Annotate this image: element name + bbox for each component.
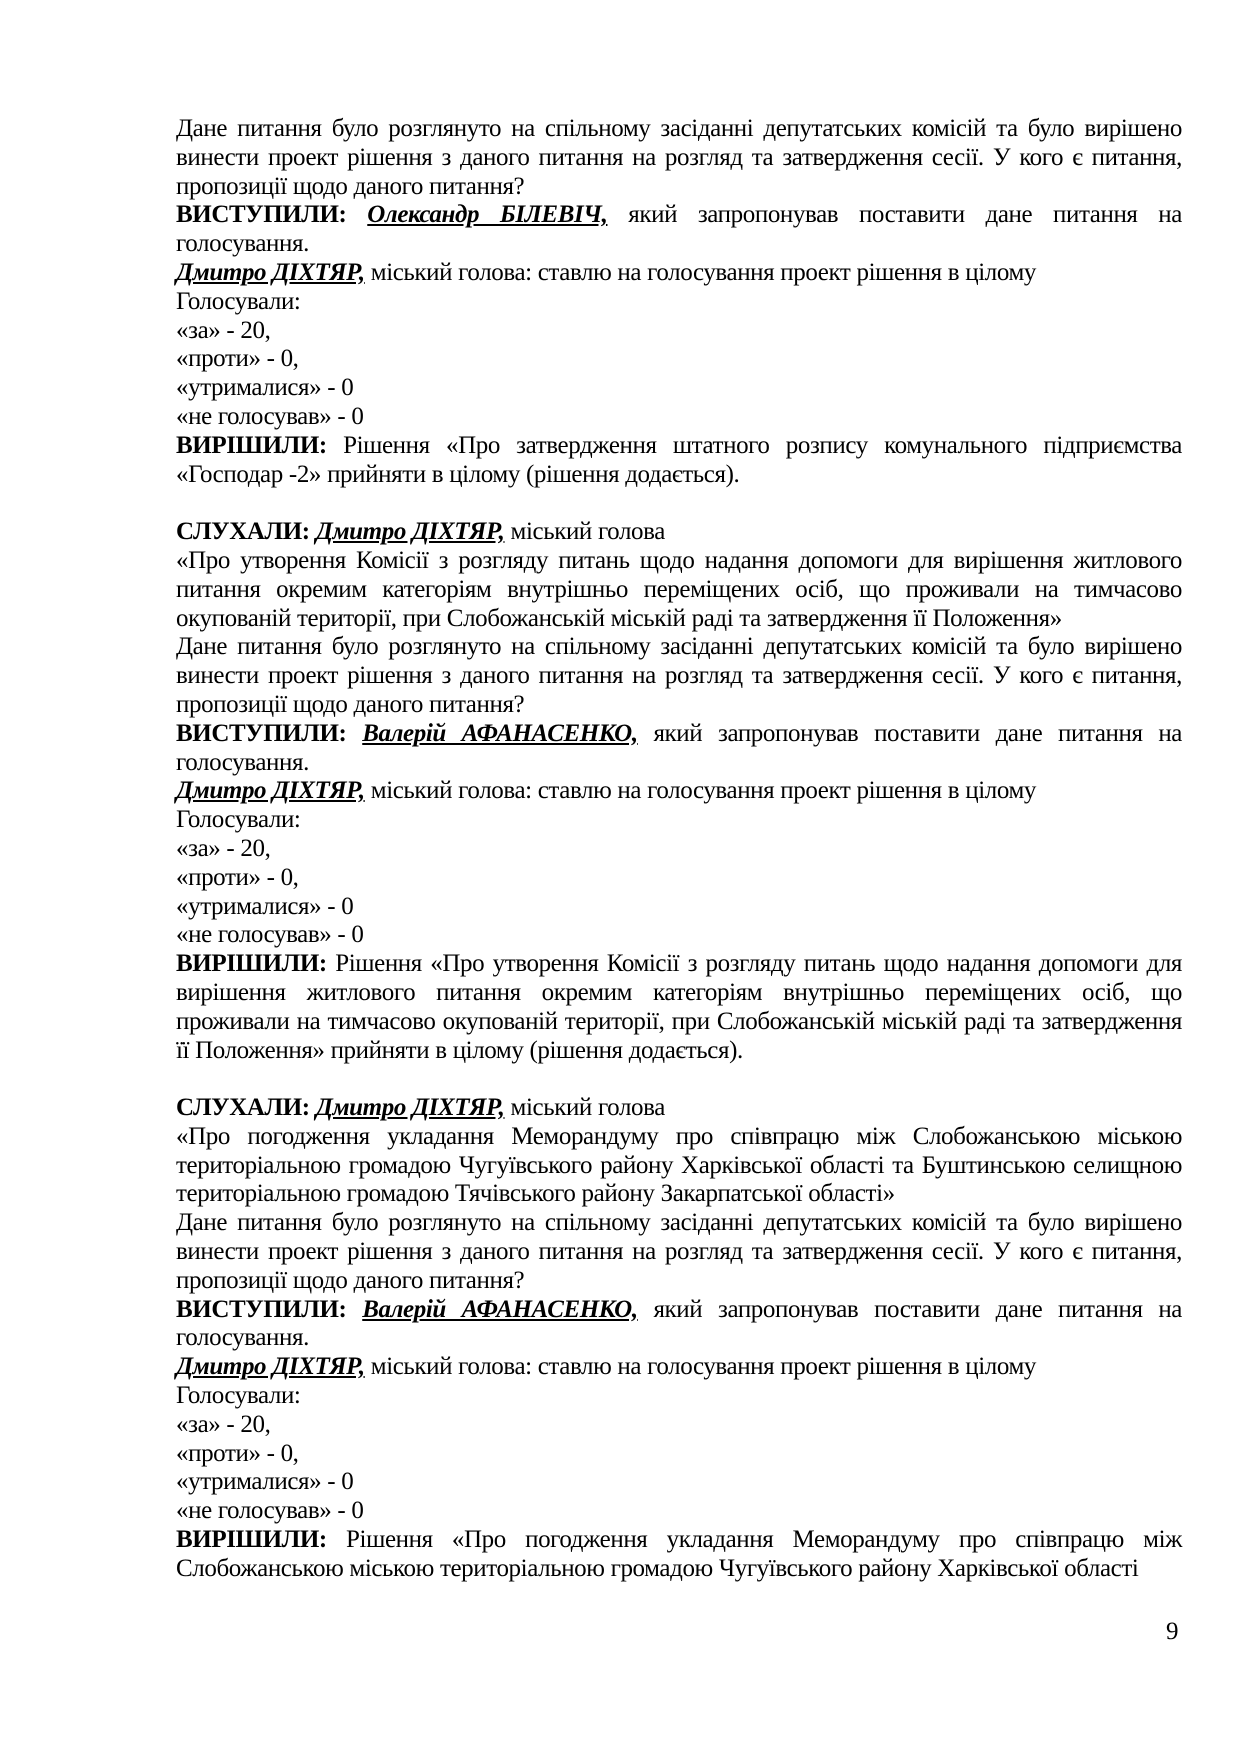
text-segment: Дане питання було розглянуто на спільному засіданні депутатських комісій та було вирішено винести проект рішення з даного питання на розгляд та затвердження сесії. У кого є питання, пропозиції щодо даного питання?: [176, 115, 1182, 200]
keyword-label: ВИРІШИЛИ:: [176, 950, 336, 978]
page-number: 9: [1166, 1618, 1179, 1645]
keyword-label: ВИСТУПИЛИ:: [176, 201, 368, 229]
speaker-name: Дмитро ДІХТЯР,: [176, 1353, 365, 1381]
slukhaly-paragraph-3: [176, 1094, 1182, 1123]
speaker-name: Валерій АФАНАСЕНКО,: [362, 719, 638, 747]
text-segment: Рішення «Про погодження укладання Меморандуму про співпрацю між Слобожанською міською територіальною громадою Чугуївського району Харківської області: [176, 1526, 1182, 1582]
text-segment: Дане питання було розглянуто на спільному засіданні депутатських комісій та було вирішено винести проект рішення з даного питання на розгляд та затвердження сесії. У кого є питання, пропозиції щодо даного питання?: [176, 633, 1182, 718]
text-segment: який запропонував поставити дане питання на голосування.: [176, 201, 1182, 258]
text-segment: міський голова: [504, 1094, 665, 1122]
document-content: [176, 115, 1182, 1584]
text-segment: «за» - 20,: [176, 1410, 271, 1438]
text-segment: «не голосував» - 0: [176, 402, 364, 430]
vystupyly-paragraph-3: [176, 1296, 1182, 1354]
vote-header-3: [176, 1382, 1182, 1411]
keyword-label: ВИСТУПИЛИ:: [176, 719, 363, 747]
text-segment: «утрималися» - 0: [176, 1468, 354, 1496]
text-segment: «проти» - 0,: [176, 345, 299, 373]
speaker-name: Дмитро ДІХТЯР,: [315, 1094, 505, 1122]
keyword-label: СЛУХАЛИ:: [176, 1094, 316, 1122]
text-segment: Голосували:: [176, 1382, 301, 1410]
text-segment: «не голосував» - 0: [176, 1497, 364, 1525]
keyword-label: ВИРІШИЛИ:: [176, 1526, 347, 1554]
text-segment: Рішення «Про утворення Комісії з розгляду питань щодо надання допомоги для вирішення житлового питання окремим категоріям внутрішньо переміщених осіб, що проживали на тимчасово окупованій території, при Слобожанській міській раді та затвердження її Положення» прийняти в цілому (рішення додається).: [176, 950, 1183, 1064]
text-segment: «Про утворення Комісії з розгляду питань щодо надання допомоги для вирішення житлового питання окремим категоріям внутрішньо переміщених осіб, що проживали на тимчасово окупованій території, при Слобожанській міській раді та затвердження її Положення»: [176, 546, 1182, 632]
agenda-title-2: [176, 547, 1182, 633]
vote-utrymalysia-3: [176, 1468, 1182, 1497]
chairman-vote-line-2: [176, 777, 1182, 806]
intro-paragraph-1: [176, 115, 1182, 201]
text-segment: який запропонував поставити дане питання на голосування.: [176, 719, 1182, 776]
vote-za-1: [176, 317, 1182, 346]
speaker-name: Дмитро ДІХТЯР,: [315, 518, 505, 546]
text-segment: міський голова: ставлю на голосування проект рішення в цілому: [364, 258, 1036, 286]
vote-proty-3: [176, 1440, 1182, 1469]
vote-ne-holosuvav-3: [176, 1497, 1182, 1526]
vote-utrymalysia-1: [176, 374, 1182, 403]
text-segment: «проти» - 0,: [176, 1439, 299, 1467]
vote-header-1: [176, 288, 1182, 317]
vote-header-2: [176, 806, 1182, 835]
text-segment: «утрималися» - 0: [176, 892, 354, 920]
text-segment: «проти» - 0,: [176, 863, 299, 891]
text-segment: Голосували:: [176, 287, 301, 315]
speaker-name: Дмитро ДІХТЯР,: [176, 258, 365, 286]
intro-paragraph-2: [176, 633, 1182, 719]
agenda-title-3: [176, 1123, 1182, 1209]
vystupyly-paragraph-2: [176, 720, 1182, 778]
text-segment: «Про погодження укладання Меморандуму про співпрацю між Слобожанською міською територіальною громадою Чугуївського району Харківської області та Буштинською селищною територіальною громадою Тячівського району Закарпатської області»: [176, 1122, 1182, 1208]
vote-proty-1: [176, 345, 1182, 374]
text-segment: міський голова: [504, 518, 665, 546]
text-segment: «за» - 20,: [176, 834, 271, 862]
keyword-label: ВИСТУПИЛИ:: [176, 1295, 363, 1323]
vote-ne-holosuvav-1: [176, 403, 1182, 432]
text-segment: міський голова: ставлю на голосування проект рішення в цілому: [364, 777, 1036, 805]
text-segment: «утрималися» - 0: [176, 374, 354, 402]
vote-utrymalysia-2: [176, 893, 1182, 922]
vystupyly-paragraph-1: [176, 201, 1182, 259]
chairman-vote-line-3: [176, 1353, 1182, 1382]
text-segment: Рішення «Про затвердження штатного розпису комунального підприємства «Господар -2» прийняти в цілому (рішення додається).: [176, 431, 1182, 488]
speaker-name: Дмитро ДІХТЯР,: [176, 777, 365, 805]
text-segment: міський голова: ставлю на голосування проект рішення в цілому: [364, 1353, 1036, 1381]
slukhaly-paragraph-2: [176, 518, 1182, 547]
text-segment: Голосували:: [176, 806, 301, 834]
text-segment: «за» - 20,: [176, 316, 271, 344]
keyword-label: СЛУХАЛИ:: [176, 518, 316, 546]
vyrishyly-paragraph-3: [176, 1526, 1182, 1584]
vyrishyly-paragraph-1: [176, 432, 1182, 490]
intro-paragraph-3: [176, 1209, 1182, 1295]
vyrishyly-paragraph-2: [176, 950, 1182, 1065]
text-segment: Дане питання було розглянуто на спільному засіданні депутатських комісій та було вирішено винести проект рішення з даного питання на розгляд та затвердження сесії. У кого є питання, пропозиції щодо даного питання?: [176, 1209, 1182, 1294]
text-segment: «не голосував» - 0: [176, 921, 364, 949]
speaker-name: Валерій АФАНАСЕНКО,: [362, 1295, 638, 1323]
vote-ne-holosuvav-2: [176, 921, 1182, 950]
vote-za-3: [176, 1411, 1182, 1440]
speaker-name: Олександр БІЛЕВІЧ,: [367, 201, 608, 229]
chairman-vote-line-1: [176, 259, 1182, 288]
vote-proty-2: [176, 864, 1182, 893]
keyword-label: ВИРІШИЛИ:: [176, 431, 344, 459]
vote-za-2: [176, 835, 1182, 864]
text-segment: який запропонував поставити дане питання на голосування.: [176, 1295, 1182, 1352]
